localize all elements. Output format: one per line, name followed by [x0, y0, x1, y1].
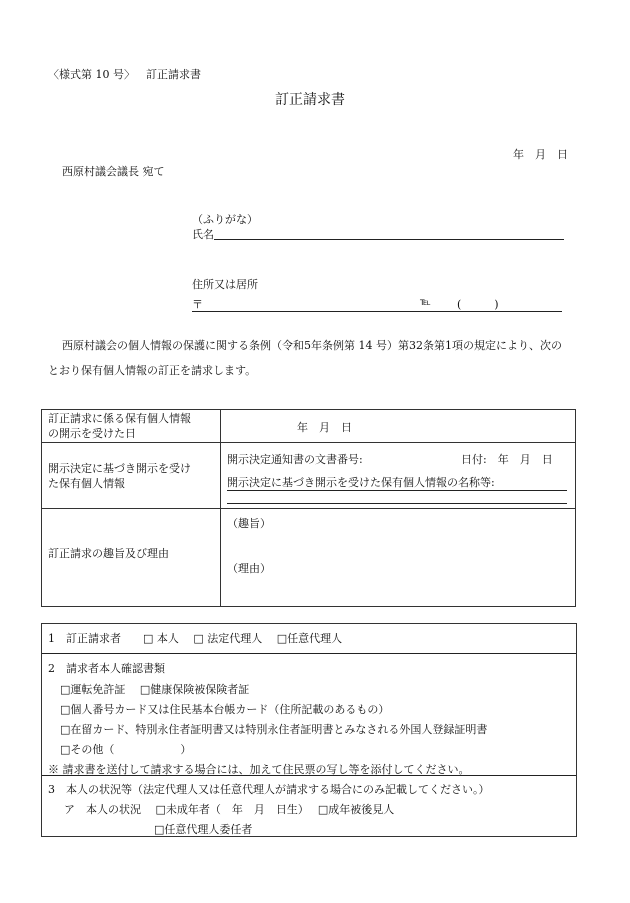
tel-paren: ( ): [457, 298, 499, 311]
reason-label: （理由）: [227, 562, 271, 575]
correction-reason-label: 訂正請求の趣旨及び理由: [42, 509, 221, 607]
doc-number-label: 開示決定通知書の文書番号:: [227, 453, 363, 466]
disclosed-info-cell[interactable]: [221, 443, 576, 509]
id-docs-note: ※ 請求書を送付して請求する場合には、加えて住民票の写し等を添付してください。: [48, 763, 470, 776]
id-doc-option-4[interactable]: □その他（ ）: [60, 743, 192, 756]
status-title: 3 本人の状況等（法定代理人又は任意代理人が請求する場合にのみ記載してください。）: [48, 783, 490, 796]
address-label: 住所又は居所: [192, 278, 258, 291]
addressee: 西原村議会議長 宛て: [62, 165, 165, 178]
correction-reason-cell[interactable]: [221, 509, 576, 607]
disclosed-date-label: 訂正請求に係る保有個人情報 の開示を受けた日: [42, 410, 221, 443]
address-field-line[interactable]: [192, 311, 562, 312]
id-doc-option-1[interactable]: □運転免許証 □健康保険被保険者証: [60, 683, 250, 696]
disclosed-date-value: 年 月 日: [297, 421, 352, 434]
id-docs-title: 2 請求者本人確認書類: [48, 662, 165, 675]
tel-label: ℡: [420, 297, 431, 308]
id-doc-option-2[interactable]: □個人番号カード又は住民基本台帳カード（住所記載のあるもの）: [60, 703, 390, 716]
body-text-line2: とおり保有個人情報の訂正を請求します。: [48, 364, 257, 377]
postal-mark: 〒: [192, 298, 203, 311]
info-name-line[interactable]: [227, 490, 567, 491]
request-detail-table: [41, 409, 576, 607]
disclosed-info-label: 開示決定に基づき開示を受け た保有個人情報: [42, 443, 221, 509]
form-number: 〈様式第 10 号〉: [48, 68, 135, 81]
furigana-label: （ふりがな）: [192, 213, 258, 226]
status-line-2[interactable]: □任意代理人委任者: [154, 823, 253, 836]
id-doc-option-3[interactable]: □在留カード、特別永住者証明書又は特別永住者証明書とみなされる外国人登録証明書: [60, 723, 488, 736]
disclosed-date-cell[interactable]: [221, 410, 576, 443]
body-text-line1: 西原村議会の個人情報の保護に関する条例（令和5年条例第 14 号）第32条第1項の規定により、次の: [62, 339, 562, 352]
page-title: 訂正請求書: [275, 92, 345, 108]
purpose-label: （趣旨）: [227, 517, 271, 530]
doc-date-label: 日付: 年 月 日: [461, 453, 553, 466]
divider: [42, 775, 576, 776]
name-field-line[interactable]: [214, 239, 564, 240]
request-date: 年 月 日: [513, 148, 568, 161]
name-label: 氏名: [192, 228, 214, 241]
status-line-1[interactable]: ア 本人の状況 □未成年者（ 年 月 日生） □成年被後見人: [64, 803, 395, 816]
requester-info-box: [41, 623, 577, 837]
info-name-line-2[interactable]: [227, 503, 567, 504]
form-name: 訂正請求書: [146, 68, 201, 81]
info-name-label: 開示決定に基づき開示を受けた保有個人情報の名称等:: [227, 476, 495, 489]
requester-type-line[interactable]: 1 訂正請求者 □ 本人 □ 法定代理人 □任意代理人: [48, 632, 343, 645]
divider: [42, 653, 576, 654]
